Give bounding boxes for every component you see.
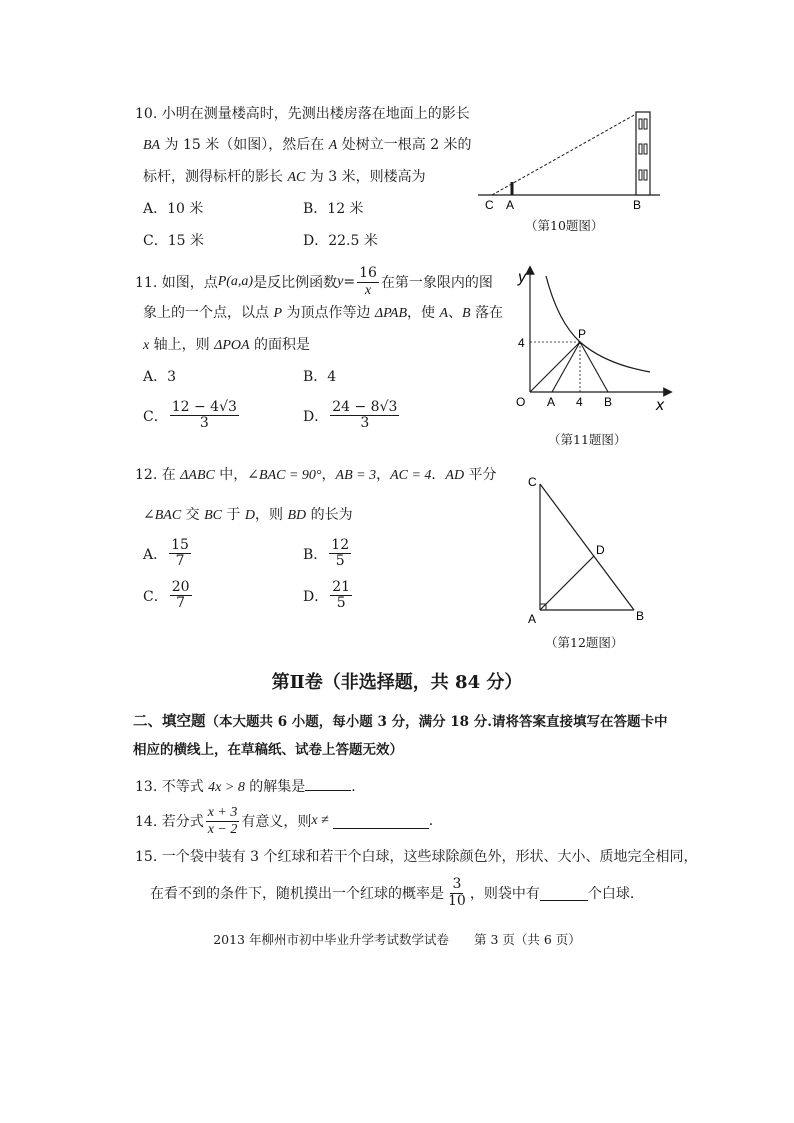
q14-answer-blank[interactable] [333,814,429,829]
q10-line2-d: 处树立一根高 2 米的 [337,137,472,153]
q11-figure [500,262,680,427]
q11-hyperbola [546,276,650,372]
q10-line2 [143,134,472,154]
q12-l2-d: 于 [221,507,245,523]
q11-l1-f: 在第一象限内的图 [380,275,493,291]
q15-l2-b: ，则袋中有 [469,886,540,902]
q11-eq: = [343,274,356,290]
q12-l1-a: 12. 在 [135,467,181,483]
q14-c: x ≠ [311,813,329,828]
q12-ad: AD [445,468,465,483]
q11-segment-pa [552,342,580,392]
q11-label-p: P [578,327,587,341]
q11-opt-d-prefix: D． [303,408,329,425]
section-heading-rest1: （本大题共 6 小题，每小题 3 分，满分 18 分.请将答案直接填写在答题卡中 [205,714,668,730]
q12-l1-c: 中， [214,467,248,483]
q12-bd: BD [287,508,307,523]
q10-line3-a: 标杆，测得标杆的影长 [143,169,288,185]
section-heading-label: 二、填空题 [133,713,206,730]
q11-l2-p: P [273,306,283,321]
q14-b: 有意义，则 [241,814,312,830]
q11-l1-c: 是反比例函数 [253,275,338,291]
q10-a: A [328,138,338,153]
q11-l3-d: 的面积是 [249,337,311,353]
q10-option-d: D．22.5 米 [303,233,378,249]
q11-l2-b-pt: B [462,306,471,321]
q11-segment-po [530,342,580,392]
q10-line3 [143,166,426,186]
q12-l2-f: ，则 [255,507,288,523]
q11-l3-x: x [143,338,150,353]
q11-l3-b: 轴上，则 [149,337,215,353]
q12-d: D [244,508,255,523]
q11-l2-c: 为顶点作等边 [282,305,375,321]
q11-y: y [337,274,344,289]
q14-d: . [428,813,434,829]
q11-label-y: y [518,269,526,286]
q11-label-a: A [547,395,556,409]
q14-a: 14. 若分式 [135,814,204,830]
q12-bac: ∠BAC [143,508,182,523]
q11-label-o: O [516,395,526,409]
q12-ac: AC = 4 [390,468,432,483]
q12-label-c: C [528,475,537,489]
q10-line3-c: 为 3 米，则楼高为 [305,169,426,185]
q11-caption: （第11题图） [548,432,627,447]
q12-opt-b-prefix: B． [303,546,328,563]
q10-ac: AC [287,170,306,185]
q12-opt-a-den: 7 [175,553,185,570]
q11-option-c [143,400,241,432]
q15-line1: 15. 一个袋中装有 3 个红球和若干个白球，这些球除颜色外，形状、大小、质地完全相同， [135,849,698,865]
q11-l3-poa: ΔPOA [214,338,250,353]
q11-l2-pab: ΔPAB [374,306,407,321]
q15-den: 10 [448,892,466,909]
q13-d: . [351,779,356,795]
section-heading-line2: 相应的横线上，在草稿纸、试卷上答题无效） [133,742,403,758]
q15-line2 [150,872,634,914]
q12-line1 [135,464,497,484]
q10-line2-b: 为 15 米（如图），然后在 [160,137,329,153]
q11-l1-a: 11. 如图，点 [135,275,218,291]
q10-option-b: B．12 米 [303,201,364,217]
q12-bisector-ad [540,556,594,610]
q10-sight-line [492,114,636,195]
q11-line1 [135,262,493,302]
q12-opt-b-num: 12 [331,537,350,553]
q12-opt-a-num: 15 [171,537,189,553]
q11-fn-num: 16 [359,265,377,282]
q11-l2-i: 落在 [470,305,504,321]
q11-opt-d-den: 3 [360,415,370,432]
q11-fn-den: x [364,282,372,298]
q12-opt-d-den: 5 [336,595,346,612]
q11-opt-c-prefix: C． [143,408,168,425]
q15-num: 3 [452,876,462,893]
q11-l2-g: 、 [448,305,463,321]
q12-label-d: D [596,543,605,557]
q10-label-a: A [506,198,515,212]
q15-l2-c: 个白球. [587,886,635,902]
q13 [135,776,356,796]
q10-option-a: A．10 米 [143,201,204,217]
q14 [135,800,433,842]
q12-label-b: B [636,609,645,623]
q12-figure [520,470,660,630]
q12-bc: BC [204,508,222,523]
q11-l2-a-pt: A [439,306,449,321]
q12-opt-c-den: 7 [176,595,186,612]
q11-point-p: P(a,a) [217,274,254,289]
q11-segment-pb [580,342,608,392]
q12-opt-d-num: 21 [332,579,351,595]
q12-l1-e: ， [321,467,336,483]
q12-opt-d-fraction [330,580,352,612]
q11-opt-c-fraction [170,400,239,432]
q10-label-c: C [485,198,494,212]
q12-opt-c-fraction [170,580,192,612]
q11-label-4y: 4 [518,336,525,350]
q13-a: 13. 不等式 [135,779,209,795]
q12-abc: ΔABC [180,468,215,483]
q11-label-4x: 4 [576,395,583,409]
q11-label-x: x [656,397,664,414]
q12-opt-c-num: 20 [171,579,190,595]
q12-line2 [143,504,353,524]
q11-line3 [143,334,310,354]
q12-option-b [303,538,353,570]
q12-option-d [303,580,354,612]
q13-c: 的解集是 [244,779,306,795]
page-footer: 2013 年柳州市初中毕业升学考试数学试卷 第 3 页（共 6 页） [213,932,581,947]
section-title: 第Ⅱ卷（非选择题，共 84 分） [271,672,523,693]
q10-line1: 10. 小明在测量楼高时，先测出楼房落在地面上的影长 [135,106,470,122]
q10-building [636,112,650,195]
q12-option-c [143,580,194,612]
q12-caption: （第12题图） [545,635,624,650]
q12-opt-a-fraction [169,538,191,570]
q11-opt-d-num: 24 − 8√3 [332,399,398,415]
q12-opt-d-prefix: D． [303,588,329,605]
q12-l1-k: 平分 [464,467,497,483]
q11-function-fraction [357,266,379,298]
q12-ab: AB = 3 [335,468,377,483]
q12-opt-b-fraction [329,538,351,570]
q14-den: x − 2 [207,821,238,837]
q15-answer-blank[interactable] [540,886,588,901]
q10-caption: （第10题图） [525,218,604,233]
q15-l2-a: 在看不到的条件下，随机摸出一个红球的概率是 [150,886,444,902]
q11-option-a: A．3 [143,369,177,385]
section-heading-line1 [133,710,667,731]
q11-opt-c-num: 12 − 4√3 [171,399,237,415]
q13-inequality: 4x > 8 [208,780,245,795]
q15-fraction [446,877,468,909]
q12-angle: ∠BAC = 90° [247,468,322,483]
q12-l1-g: ， [376,467,391,483]
q11-l2-a: 象上的一个点，以点 [143,305,274,321]
q12-l2-h: 的长为 [306,507,353,523]
q12-label-a: A [528,612,537,626]
q11-opt-c-den: 3 [199,415,209,432]
q14-num: x + 3 [207,805,238,821]
q12-l2-b: 交 [181,507,205,523]
q11-option-d [303,400,401,432]
q12-opt-b-den: 5 [335,553,345,570]
q11-opt-d-fraction [330,400,399,432]
q12-option-a [143,538,193,570]
q10-option-c: C．15 米 [143,233,204,249]
q11-option-b: B．4 [303,369,337,385]
q11-label-b: B [604,395,613,409]
q12-opt-c-prefix: C． [143,588,168,605]
q11-line2 [143,302,503,322]
q10-label-b: B [633,198,642,212]
q10-ba: BA [143,138,161,153]
q14-fraction [206,805,240,837]
q12-opt-a-prefix: A． [143,546,168,563]
q13-answer-blank[interactable] [305,776,351,791]
q12-l1-i: ． [431,467,446,483]
q12-side-bc [540,484,634,610]
q11-l2-e: ，使 [407,305,440,321]
